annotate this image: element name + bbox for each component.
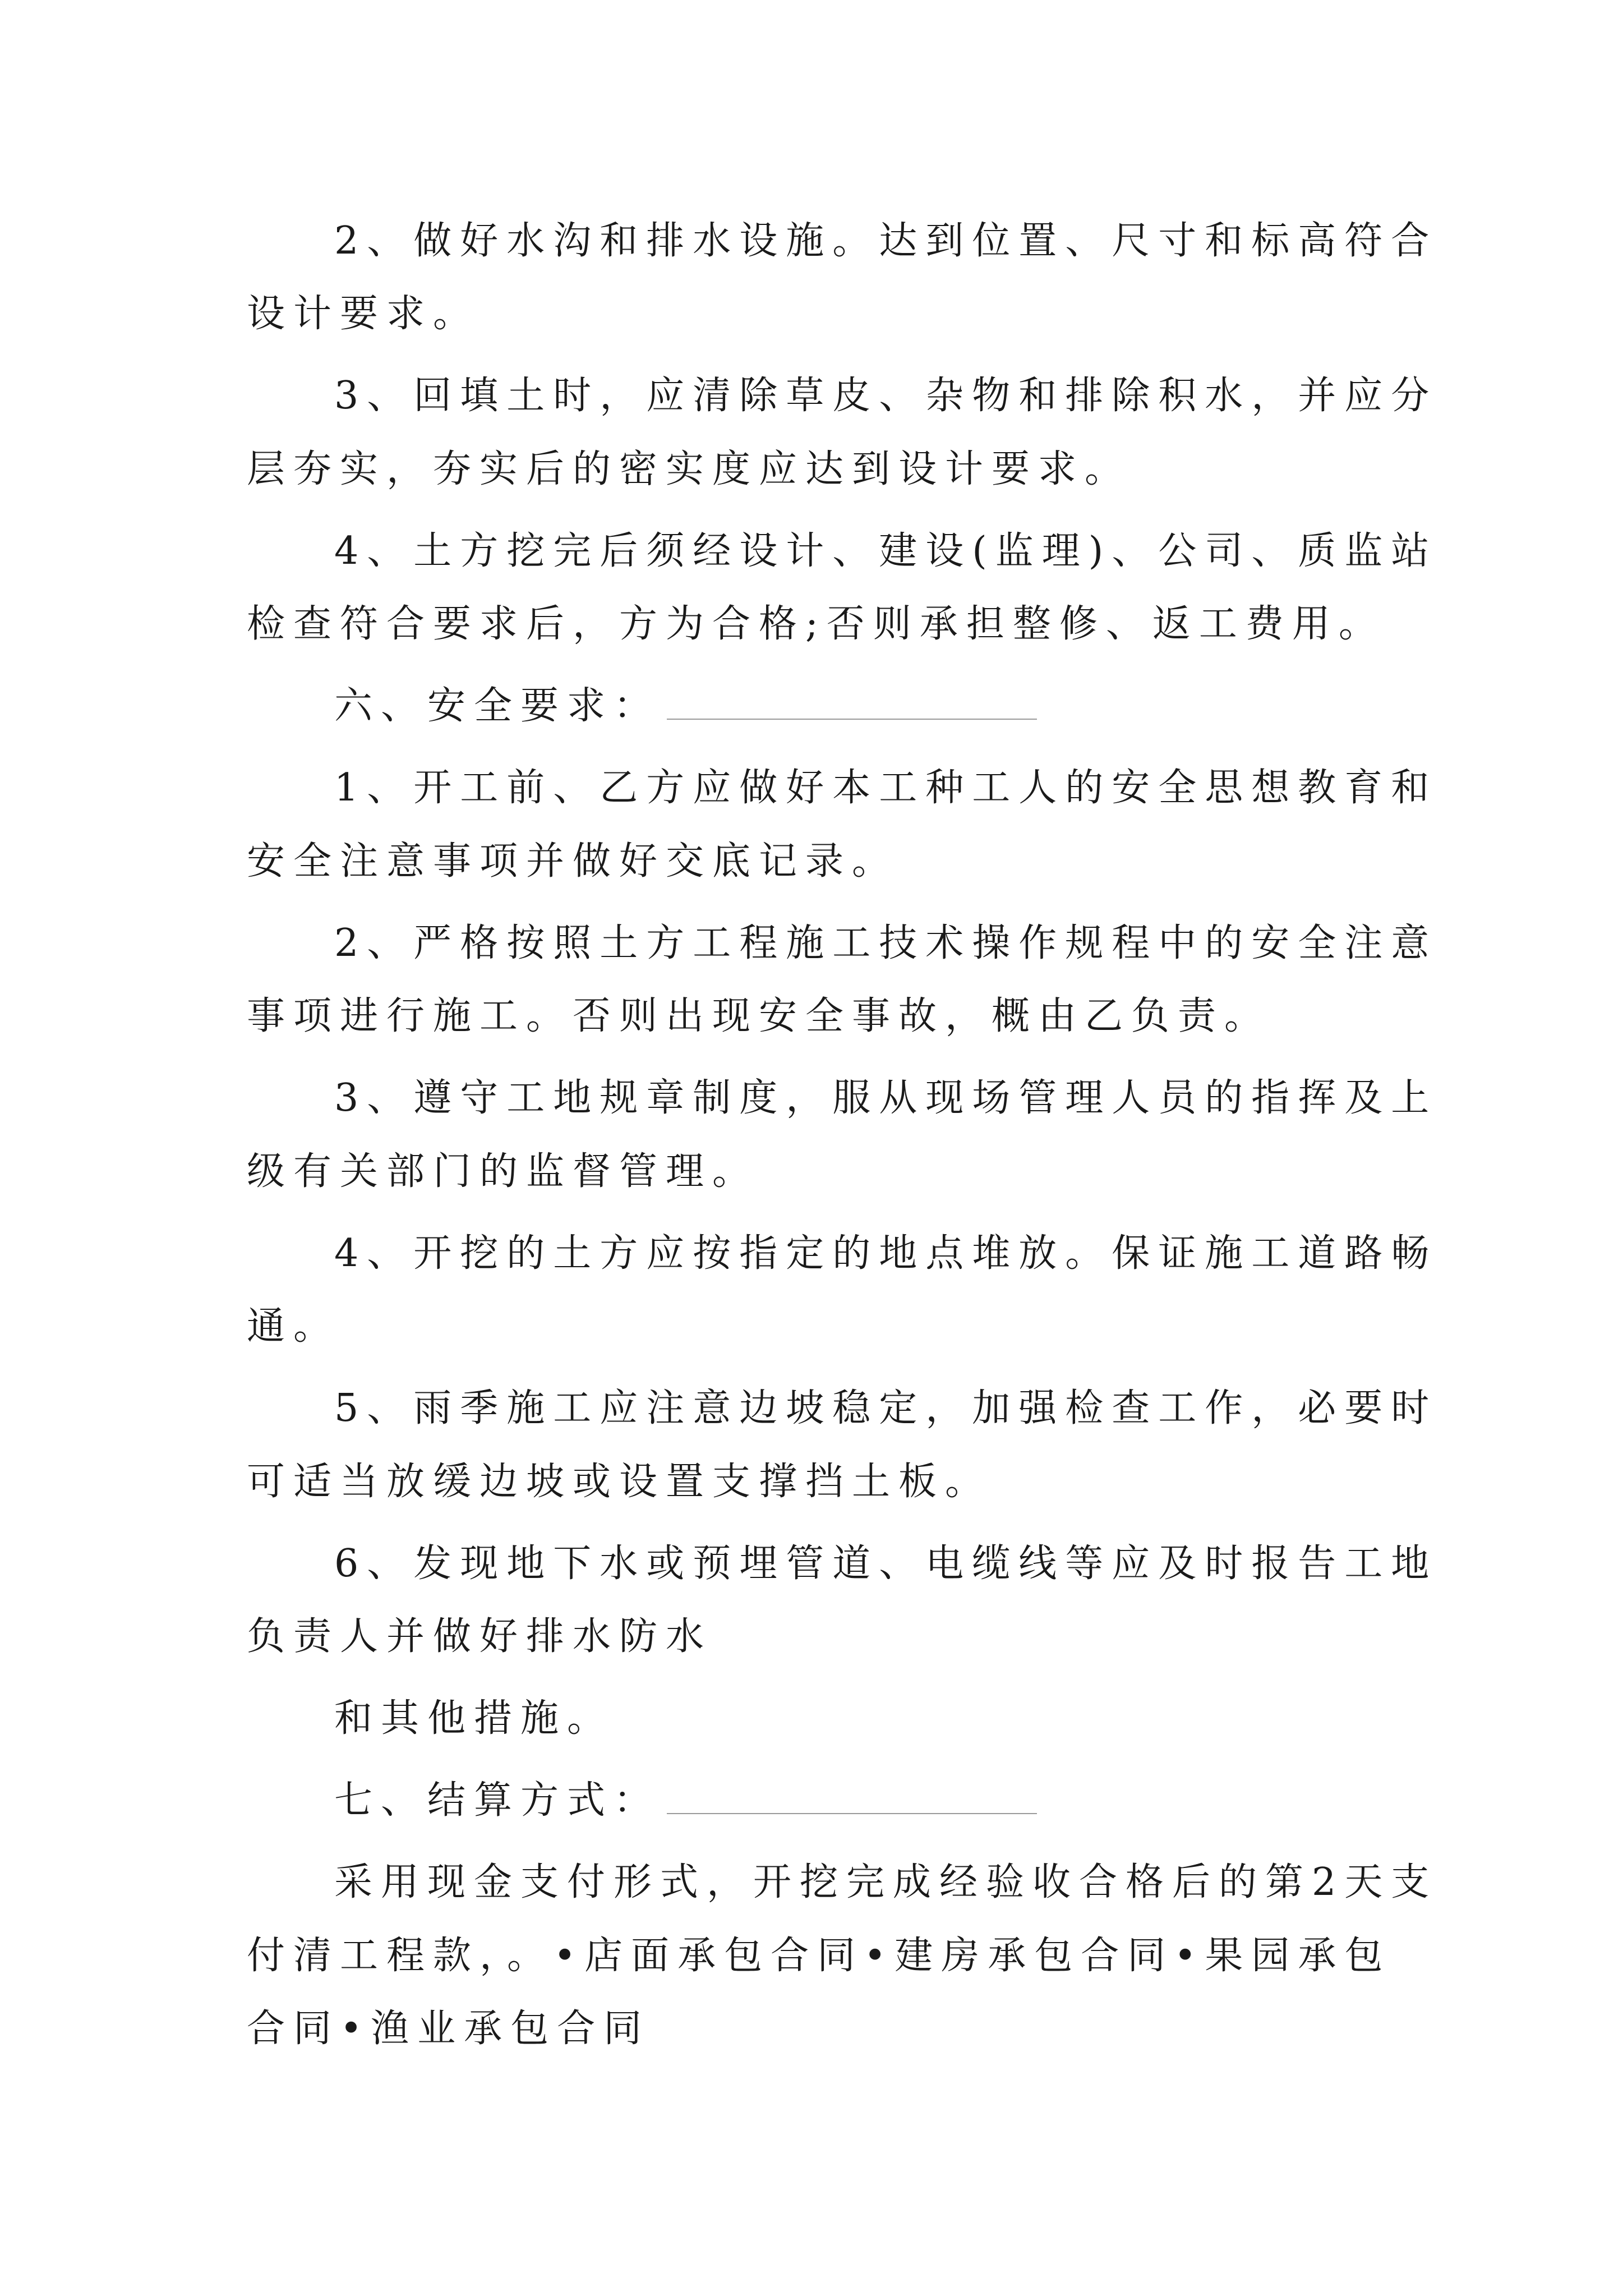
text-line: 5、雨季施工应注意边坡稳定，加强检查工作，必要时 [334, 1386, 1438, 1430]
section-heading-safety [334, 678, 1037, 734]
text-line: 4、开挖的土方应按指定的地点堆放。保证施工道路畅 [334, 1231, 1438, 1276]
text-line: 层夯实，夯实后的密实度应达到设计要求。 [247, 447, 1132, 491]
section-heading-settlement [334, 1773, 1037, 1829]
text-line: 通。 [247, 1304, 340, 1349]
section-heading-label: 七、结算方式： [334, 1778, 661, 1823]
text-line: 2、严格按照土方工程施工技术操作规程中的安全注意 [334, 921, 1438, 965]
text-line: 4、土方挖完后须经设计、建设(监理)、公司、质监站 [334, 529, 1438, 573]
text-line: 可适当放缓边坡或设置支撑挡土板。 [247, 1460, 992, 1504]
fill-in-blank [667, 719, 1037, 720]
text-line: 3、遵守工地规章制度，服从现场管理人员的指挥及上 [334, 1076, 1438, 1120]
text-line: 6、发现地下水或预埋管道、电缆线等应及时报告工地 [334, 1542, 1438, 1586]
text-line: 检查符合要求后，方为合格;否则承担整修、返工费用。 [247, 602, 1385, 646]
text-line: 事项进行施工。否则出现安全事故，概由乙负责。 [247, 994, 1271, 1038]
text-line: 采用现金支付形式，开挖完成经验收合格后的第2天支 [334, 1860, 1438, 1904]
text-line: 负责人并做好排水防水 [247, 1614, 713, 1659]
text-line: 设计要求。 [247, 292, 480, 336]
text-line: 级有关部门的监督管理。 [247, 1149, 759, 1194]
text-line: 3、回填土时，应清除草皮、杂物和排除积水，并应分 [334, 374, 1438, 418]
fill-in-blank [667, 1813, 1037, 1814]
text-line: 合同•渔业承包合同 [247, 2007, 651, 2051]
text-line: 付清工程款，。•店面承包合同•建房承包合同•果园承包 [247, 1934, 1391, 1978]
text-line: 2、做好水沟和排水设施。达到位置、尺寸和标高符合 [334, 219, 1438, 263]
text-line: 和其他措施。 [334, 1696, 614, 1741]
text-line: 1、开工前、乙方应做好本工种工人的安全思想教育和 [334, 766, 1438, 810]
section-heading-label: 六、安全要求： [334, 684, 661, 728]
text-line: 安全注意事项并做好交底记录。 [247, 839, 899, 884]
